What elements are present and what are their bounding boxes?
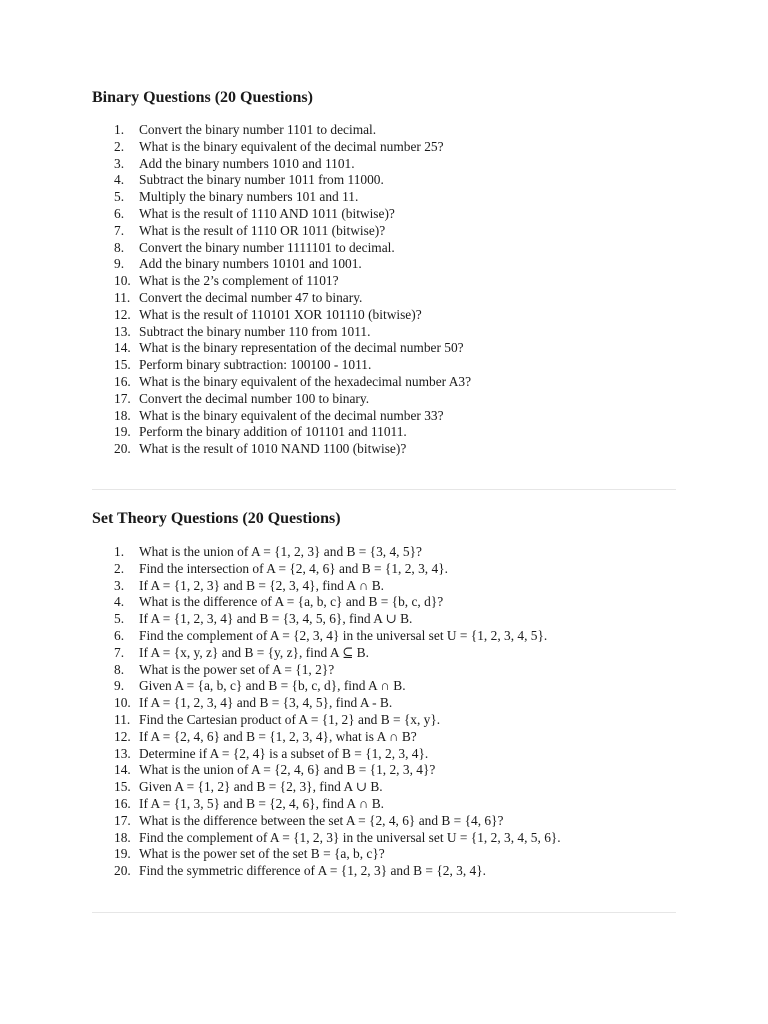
question-number: 11. (114, 289, 131, 305)
question-number: 14. (114, 762, 131, 778)
set-theory-question-list (114, 544, 684, 880)
question-text: Find the symmetric difference of A = {1, 2, 3} and B = {2, 3, 4}. (139, 863, 487, 879)
section-divider (92, 489, 676, 490)
question-number: 3. (114, 155, 125, 171)
question-number: 5. (114, 611, 125, 627)
question-item (114, 645, 684, 662)
question-item (114, 796, 684, 813)
question-text: What is the binary equivalent of the decimal number 25? (139, 138, 444, 154)
question-item (114, 273, 684, 290)
question-number: 13. (114, 323, 131, 339)
question-text: If A = {1, 3, 5} and B = {2, 4, 6}, find A ∩ B. (139, 795, 385, 811)
binary-section (92, 88, 676, 108)
question-item (114, 561, 684, 578)
question-number: 1. (114, 122, 125, 137)
question-text: What is the binary representation of the decimal number 50? (139, 340, 464, 356)
question-text: Find the Cartesian product of A = {1, 2} and B = {x, y}. (139, 711, 441, 727)
question-item (114, 779, 684, 796)
question-text: What is the union of A = {1, 2, 3} and B = {3, 4, 5}? (139, 544, 422, 559)
question-item (114, 139, 684, 156)
question-item (114, 863, 684, 880)
set-theory-section (92, 509, 676, 529)
question-item (114, 846, 684, 863)
question-number: 10. (114, 273, 131, 289)
question-number: 5. (114, 189, 125, 205)
question-item (114, 172, 684, 189)
question-number: 17. (114, 812, 131, 828)
question-number: 6. (114, 205, 125, 221)
question-number: 7. (114, 222, 125, 238)
question-item (114, 156, 684, 173)
question-text: Perform the binary addition of 101101 and 11011. (139, 424, 407, 440)
question-text: What is the result of 1110 OR 1011 (bitwise)? (139, 222, 386, 238)
question-number: 19. (114, 846, 131, 862)
question-item (114, 391, 684, 408)
question-text: What is the difference between the set A = {2, 4, 6} and B = {4, 6}? (139, 812, 504, 828)
question-item (114, 340, 684, 357)
question-number: 9. (114, 256, 125, 272)
question-text: What is the difference of A = {a, b, c} and B = {b, c, d}? (139, 594, 444, 610)
question-text: Find the complement of A = {1, 2, 3} in the universal set U = {1, 2, 3, 4, 5, 6}. (139, 829, 561, 845)
question-text: What is the power set of A = {1, 2}? (139, 661, 335, 677)
question-text: If A = {2, 4, 6} and B = {1, 2, 3, 4}, what is A ∩ B? (139, 728, 417, 744)
question-item (114, 223, 684, 240)
question-number: 9. (114, 678, 125, 694)
question-text: If A = {1, 2, 3} and B = {2, 3, 4}, find A ∩ B. (139, 577, 385, 593)
question-number: 2. (114, 560, 125, 576)
question-number: 16. (114, 373, 131, 389)
question-number: 7. (114, 644, 125, 660)
question-text: If A = {1, 2, 3, 4} and B = {3, 4, 5, 6}, find A ∪ B. (139, 611, 413, 627)
question-number: 19. (114, 424, 131, 440)
question-item (114, 240, 684, 257)
binary-question-list (114, 122, 684, 458)
question-number: 13. (114, 745, 131, 761)
question-item (114, 594, 684, 611)
question-text: Find the complement of A = {2, 3, 4} in the universal set U = {1, 2, 3, 4, 5}. (139, 627, 548, 643)
question-number: 15. (114, 779, 131, 795)
question-item (114, 678, 684, 695)
question-text: Convert the binary number 1101 to decimal. (139, 122, 377, 137)
question-number: 12. (114, 306, 131, 322)
set-theory-section-title: Set Theory Questions (20 Questions) (92, 510, 341, 527)
question-text: If A = {x, y, z} and B = {y, z}, find A ⊆ B. (139, 644, 369, 660)
question-item (114, 357, 684, 374)
question-text: Convert the decimal number 47 to binary. (139, 289, 363, 305)
question-number: 18. (114, 829, 131, 845)
question-number: 20. (114, 863, 131, 879)
question-number: 3. (114, 577, 125, 593)
section-divider-bottom (92, 912, 676, 913)
question-number: 2. (114, 138, 125, 154)
question-number: 8. (114, 661, 125, 677)
question-number: 1. (114, 544, 125, 559)
question-text: What is the binary equivalent of the decimal number 33? (139, 407, 444, 423)
question-text: If A = {1, 2, 3, 4} and B = {3, 4, 5}, find A - B. (139, 695, 393, 711)
question-number: 12. (114, 728, 131, 744)
question-number: 18. (114, 407, 131, 423)
question-item (114, 762, 684, 779)
question-text: What is the power set of the set B = {a, b, c}? (139, 846, 385, 862)
question-number: 8. (114, 239, 125, 255)
question-text: Convert the decimal number 100 to binary. (139, 390, 370, 406)
question-number: 11. (114, 711, 131, 727)
question-item (114, 729, 684, 746)
question-text: Given A = {a, b, c} and B = {b, c, d}, find A ∩ B. (139, 678, 406, 694)
question-item (114, 628, 684, 645)
question-item (114, 374, 684, 391)
question-number: 17. (114, 390, 131, 406)
question-number: 20. (114, 441, 131, 457)
question-text: Determine if A = {2, 4} is a subset of B = {1, 2, 3, 4}. (139, 745, 429, 761)
question-number: 16. (114, 795, 131, 811)
question-item (114, 324, 684, 341)
question-text: Multiply the binary numbers 101 and 11. (139, 189, 359, 205)
question-number: 4. (114, 172, 125, 188)
binary-section-title: Binary Questions (20 Questions) (92, 89, 313, 106)
question-text: What is the binary equivalent of the hexadecimal number A3? (139, 373, 472, 389)
question-number: 6. (114, 627, 125, 643)
question-item (114, 189, 684, 206)
question-item (114, 256, 684, 273)
question-text: Add the binary numbers 10101 and 1001. (139, 256, 362, 272)
question-text: What is the 2’s complement of 1101? (139, 273, 339, 289)
question-item (114, 206, 684, 223)
question-item (114, 830, 684, 847)
question-item (114, 611, 684, 628)
question-number: 14. (114, 340, 131, 356)
question-item (114, 441, 684, 458)
question-text: Subtract the binary number 110 from 1011. (139, 323, 371, 339)
question-text: Subtract the binary number 1011 from 11000. (139, 172, 384, 188)
question-number: 15. (114, 357, 131, 373)
question-text: What is the result of 1010 NAND 1100 (bitwise)? (139, 441, 407, 457)
question-text: Find the intersection of A = {2, 4, 6} and B = {1, 2, 3, 4}. (139, 560, 448, 576)
question-item (114, 307, 684, 324)
question-item (114, 662, 684, 679)
question-item (114, 695, 684, 712)
question-item (114, 746, 684, 763)
question-text: Perform binary subtraction: 100100 - 1011. (139, 357, 372, 373)
question-item (114, 122, 684, 139)
question-number: 10. (114, 695, 131, 711)
question-item (114, 290, 684, 307)
question-number: 4. (114, 594, 125, 610)
question-text: Given A = {1, 2} and B = {2, 3}, find A ∪ B. (139, 779, 383, 795)
question-text: What is the result of 1110 AND 1011 (bitwise)? (139, 205, 395, 221)
question-item (114, 813, 684, 830)
question-item (114, 544, 684, 561)
question-text: What is the union of A = {2, 4, 6} and B = {1, 2, 3, 4}? (139, 762, 436, 778)
question-item (114, 712, 684, 729)
question-item (114, 408, 684, 425)
question-text: Add the binary numbers 1010 and 1101. (139, 155, 355, 171)
question-item (114, 424, 684, 441)
question-item (114, 578, 684, 595)
question-text: What is the result of 110101 XOR 101110 (bitwise)? (139, 306, 422, 322)
question-text: Convert the binary number 1111101 to decimal. (139, 239, 395, 255)
